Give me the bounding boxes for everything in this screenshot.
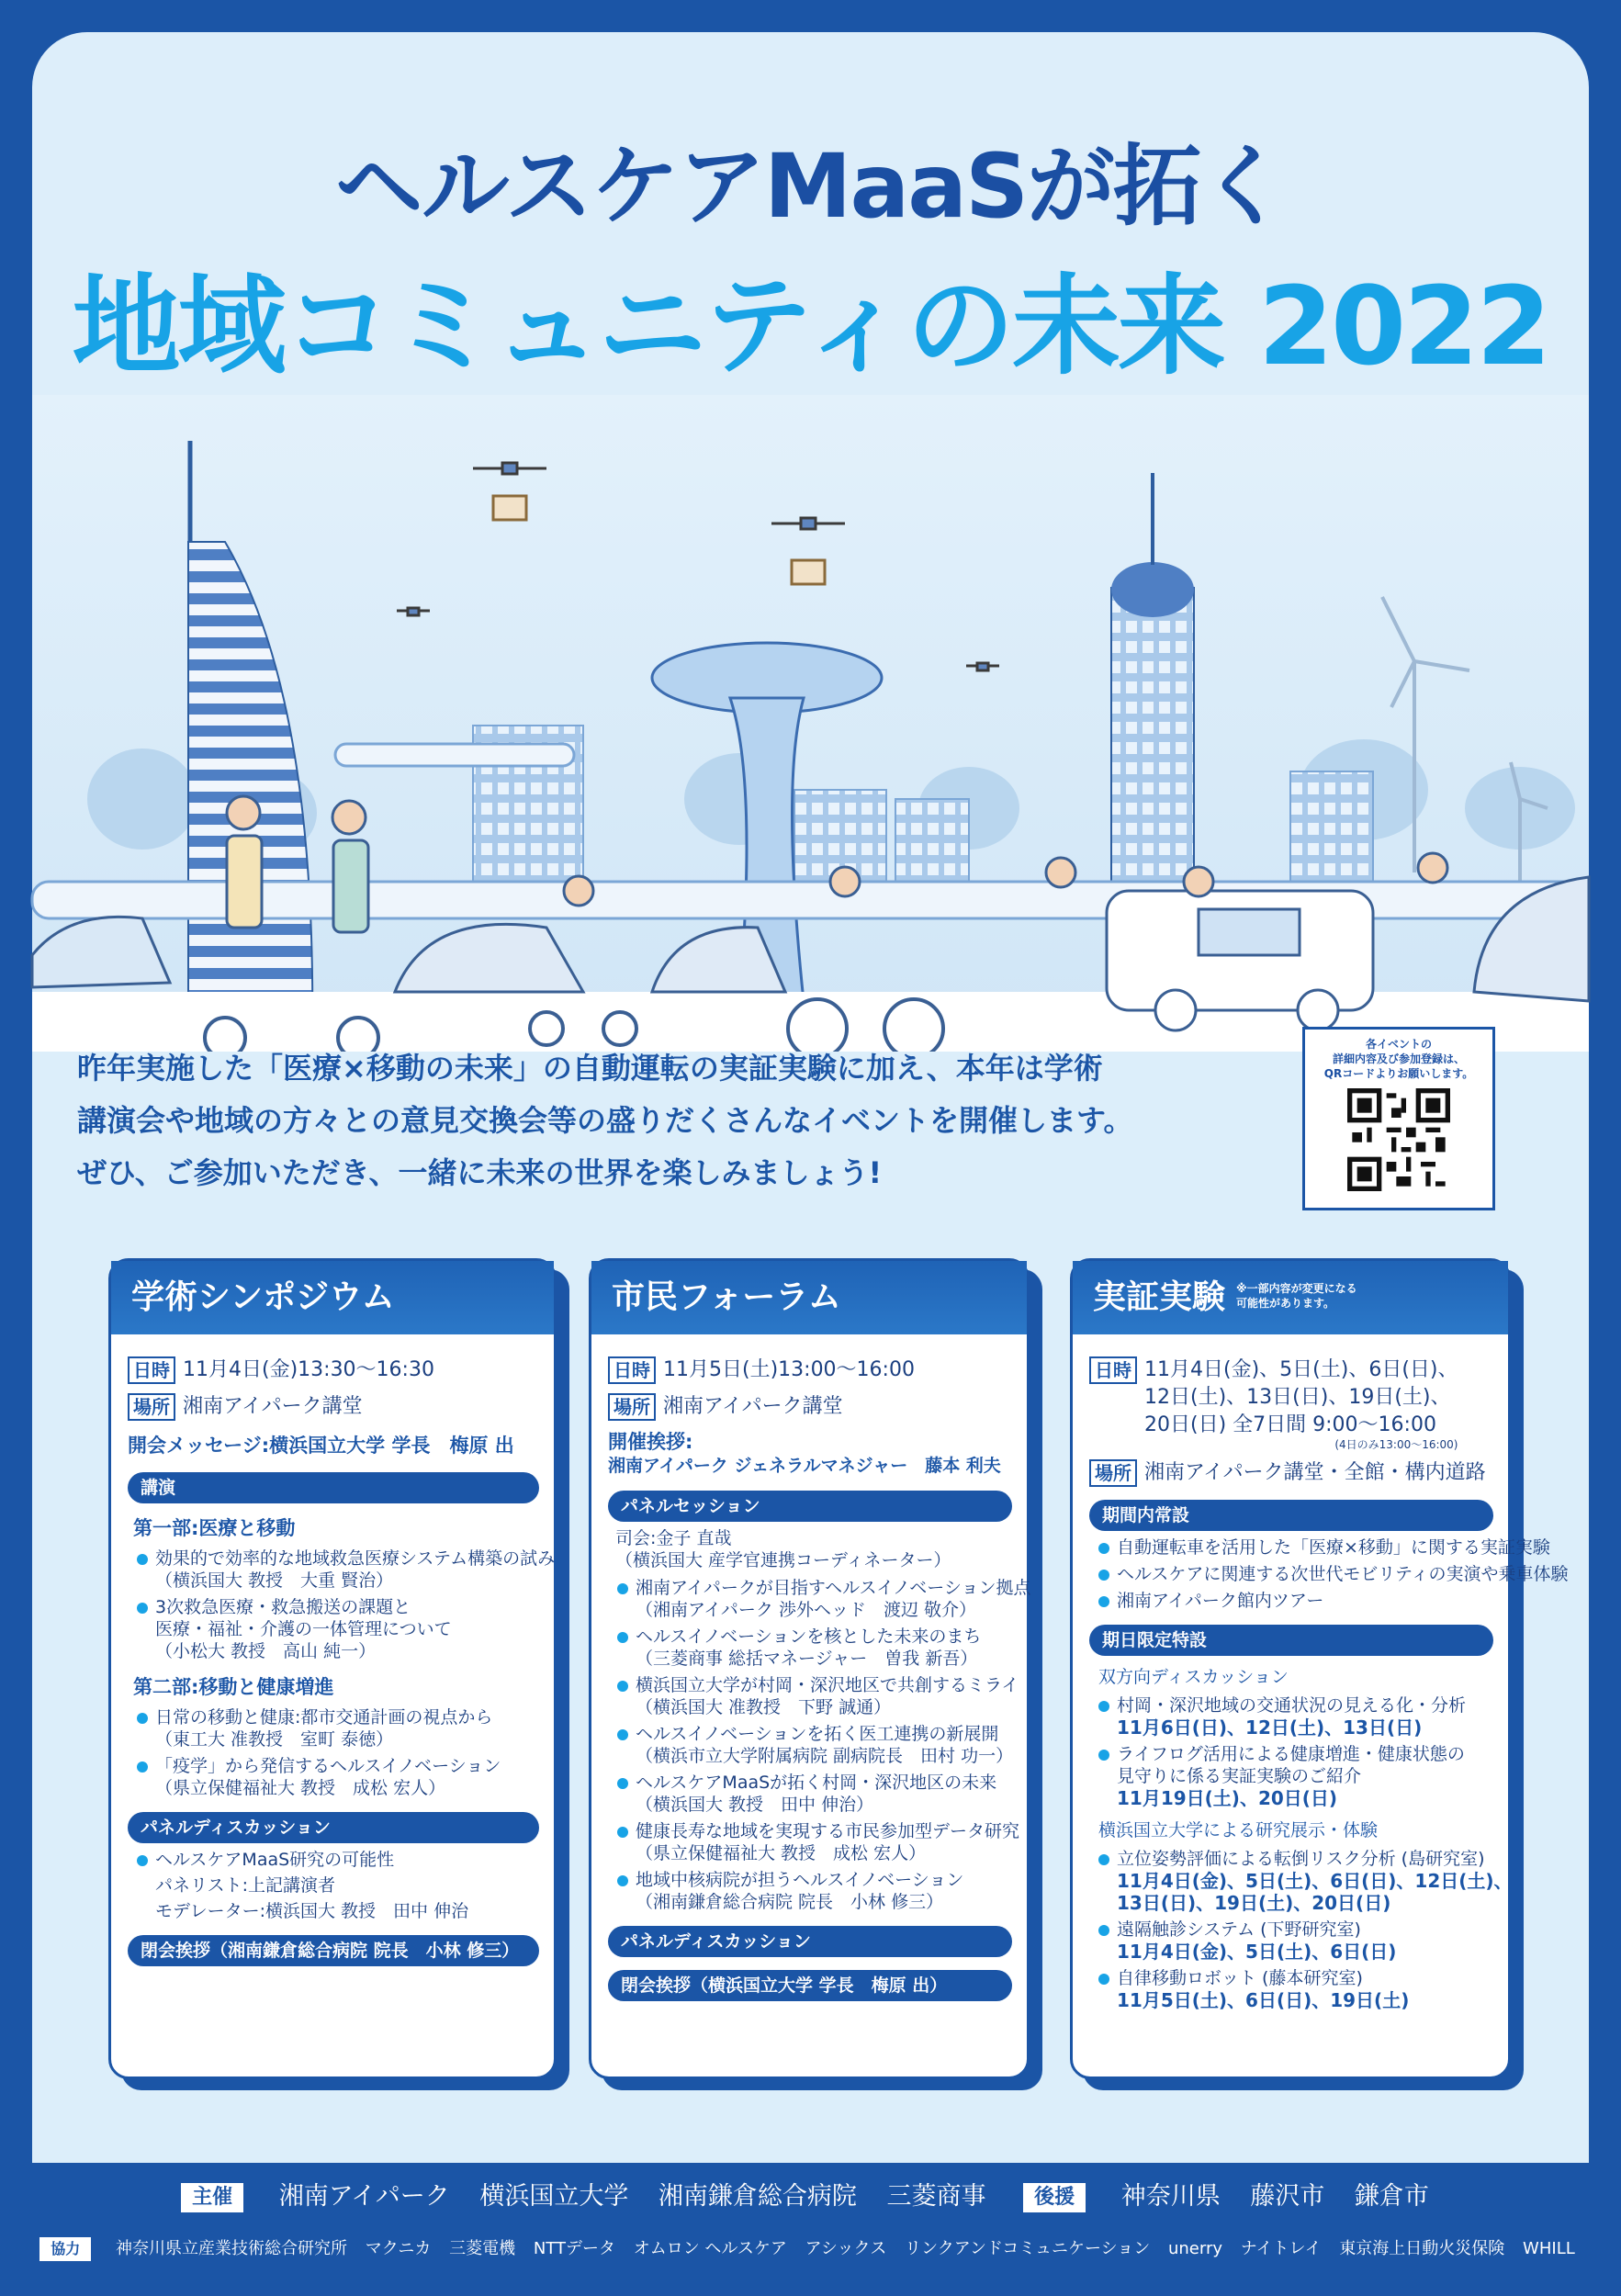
item-line: ヘルスケアMaaSが拓く村岡・深沢地区の未来: [636, 1773, 997, 1793]
panel-body: [111, 1334, 554, 1966]
item-dates: 13日(日)、19日(土)、20日(日): [1117, 1892, 1391, 1914]
item-line: （三菱商事 総括マネージャー 曽我 新吾）: [636, 1649, 978, 1669]
place-tag: 場所: [608, 1393, 656, 1421]
closing-bar: 閉会挨拶（横浜国立大学 学長 梅原 出）: [608, 1970, 1012, 2001]
item-line: 遠隔触診システム (下野研究室): [1117, 1919, 1361, 1940]
session-bar: パネルセッション: [608, 1491, 1012, 1522]
chair-affiliation: （横浜国大 産学官連携コーディネーター）: [615, 1550, 951, 1570]
panel-title: 学術シンポジウム: [111, 1261, 554, 1334]
greeting-label: 開催挨拶:: [608, 1431, 693, 1453]
place-tag: 場所: [1089, 1459, 1137, 1487]
coop-name: マクニカ: [365, 2239, 432, 2258]
footer-hosts: [0, 2178, 1621, 2215]
place-value: 湘南アイパーク講堂: [663, 1395, 843, 1418]
forum-panel: [589, 1258, 1030, 2079]
coop-name: リンクアンドコミュニケーション: [905, 2239, 1151, 2258]
chair: 司会:金子 直哉: [615, 1528, 732, 1548]
item-dates: 11月6日(日)、12日(土)、13日(日): [1117, 1716, 1423, 1739]
coop-name: 東京海上日動火災保険: [1339, 2239, 1505, 2258]
panel-card: [589, 1258, 1030, 2079]
date-tag: 日時: [608, 1356, 656, 1384]
date-tag: 日時: [128, 1356, 175, 1384]
support-name: 鎌倉市: [1354, 2182, 1429, 2211]
item-line: ヘルスイノベーションを拓く医工連携の新展開: [636, 1724, 999, 1744]
list-item: [608, 1674, 1019, 1718]
limited-bar: 期日限定特設: [1089, 1625, 1493, 1656]
place-value: 湘南アイパーク講堂: [183, 1395, 363, 1418]
item-line: （小松大 教授 高山 純一）: [155, 1641, 377, 1661]
qr-caption-line: 詳細内容及び参加登録は、: [1332, 1052, 1465, 1065]
item-line: （東工大 准教授 室町 泰徳）: [155, 1729, 394, 1750]
item-line: 自律移動ロボット (藤本研究室): [1117, 1968, 1363, 1988]
place-row: [1089, 1459, 1493, 1487]
list-item: [128, 1596, 539, 1662]
item-line: 村岡・深沢地域の交通状況の見える化・分析: [1117, 1695, 1467, 1716]
list-item: [608, 1772, 1012, 1816]
item-line: 横浜国立大学が村岡・深沢地区で共創するミライ: [636, 1675, 1019, 1695]
host-name: 三菱商事: [886, 2182, 986, 2211]
list-item: [1089, 1848, 1513, 1914]
list-item: 湘南アイパーク館内ツアー: [1089, 1590, 1493, 1612]
city-illustration: [32, 395, 1589, 1075]
part1-list: [128, 1548, 556, 1662]
item-line: 立位姿勢評価による転倒リスク分析 (島研究室): [1117, 1849, 1485, 1869]
list-item: [128, 1706, 539, 1750]
regular-bar: 期間内常設: [1089, 1500, 1493, 1531]
date-value: 11月5日(土)13:00～16:00: [663, 1358, 915, 1381]
item-line: 3次救急医療・救急搬送の課題と: [155, 1597, 411, 1617]
item-line: 湘南アイパークが目指すヘルスイノベーション拠点: [636, 1578, 1031, 1598]
list-item: [1089, 1919, 1493, 1963]
date-note: (4日のみ13:00～16:00): [1334, 1438, 1458, 1451]
coop-name: WHILL: [1523, 2239, 1575, 2258]
date-row: [128, 1356, 539, 1384]
note-line: 可能性があります。: [1236, 1297, 1335, 1310]
list-item: ヘルスケアに関連する次世代モビリティの実演や乗車体験: [1089, 1563, 1493, 1585]
date-row: [608, 1356, 1012, 1384]
discussion-list: [1089, 1694, 1493, 1809]
moderator: モデレーター:横浜国大 教授 田中 伸治: [155, 1901, 469, 1921]
date-tag: 日時: [1089, 1356, 1137, 1384]
date-line: 12日(土)、13日(日)、19日(土)、: [1144, 1386, 1451, 1409]
panel-title: 実証実験: [1093, 1278, 1226, 1316]
item-line: ヘルスイノベーションを核とした未来のまち: [636, 1626, 982, 1647]
item-line: （横浜国大 教授 大重 賢治）: [155, 1570, 394, 1591]
qr-caption-line: 各イベントの: [1365, 1038, 1432, 1051]
host-name: 横浜国立大学: [479, 2182, 629, 2211]
intro-text: [77, 1042, 1253, 1199]
item-line: 見守りに係る実証実験のご紹介: [1117, 1766, 1362, 1786]
coop-name: unerry: [1167, 2239, 1222, 2258]
list-item: [1089, 1967, 1493, 2011]
panel-card: [1070, 1258, 1569, 2079]
support-name: 神奈川県: [1120, 2182, 1221, 2211]
intro-line: 昨年実施した「医療×移動の未来」の自動運転の実証実験に加え、本年は学術: [77, 1051, 1103, 1086]
coop-name: オムロン ヘルスケア: [633, 2239, 787, 2258]
item-dates: 11月19日(土)、20日(日): [1117, 1787, 1338, 1809]
panel-body: [1073, 1334, 1569, 2011]
part2-heading: 第二部:移動と健康増進: [133, 1676, 334, 1698]
item-line: （横浜国大 教授 田中 伸治）: [636, 1795, 874, 1815]
support-label: 後援: [1023, 2183, 1086, 2212]
greeting: 湘南アイパーク ジェネラルマネジャー 藤本 利夫: [608, 1456, 1001, 1476]
item-line: 「疫学」から発信するヘルスイノベーション: [155, 1756, 501, 1776]
item-line: 日常の移動と健康:都市交通計画の視点から: [155, 1707, 493, 1728]
part1-heading: 第一部:医療と移動: [133, 1517, 296, 1539]
list-item: [608, 1723, 1012, 1767]
qr-box: [1302, 1027, 1495, 1210]
item-dates: 11月5日(土)、6日(日)、19日(土): [1117, 1989, 1410, 2011]
item-line: ライフログ活用による健康増進・健康状態の: [1117, 1744, 1465, 1764]
panel-body: [591, 1334, 1031, 2001]
research-label: 横浜国立大学による研究展示・体験: [1098, 1820, 1379, 1840]
item-line: （県立保健福祉大 教授 成松 宏人）: [155, 1778, 446, 1798]
lecture-bar: 講演: [128, 1472, 539, 1503]
item-line: 健康長寿な地域を実現する市民参加型データ研究: [636, 1821, 1020, 1841]
opening-message: 開会メッセージ:横浜国立大学 学長 梅原 出: [128, 1435, 514, 1457]
date-value: 11月4日(金)13:30～16:30: [183, 1358, 434, 1381]
coop-name: ナイトレイ: [1240, 2239, 1322, 2258]
coop-label: 協力: [39, 2237, 91, 2261]
panel-title: 市民フォーラム: [591, 1261, 1027, 1334]
change-note: [1236, 1281, 1357, 1311]
part2-list: [128, 1706, 539, 1799]
list-item: [608, 1626, 1012, 1670]
date-line: 20日(日) 全7日間 9:00～16:00: [1144, 1413, 1436, 1436]
item-line: 地域中核病院が担うヘルスイノベーション: [636, 1870, 964, 1890]
list-item: [608, 1820, 1020, 1864]
regular-list: [1089, 1536, 1569, 1612]
intro-line: 講演会や地域の方々との意見交換会等の盛りだくさんなイベントを開催します。: [77, 1103, 1133, 1138]
panel-discussion-list: [128, 1849, 539, 1871]
list-item: [608, 1577, 1031, 1621]
date-line: 11月4日(金)、5日(土)、6日(日)、: [1144, 1358, 1458, 1381]
support-name: 藤沢市: [1250, 2182, 1325, 2211]
qr-caption-line: QRコードよりお願いします。: [1323, 1067, 1474, 1080]
research-list: [1089, 1848, 1513, 2011]
coop-name: NTTデータ: [533, 2239, 615, 2258]
discussion-label: 双方向ディスカッション: [1098, 1667, 1289, 1687]
qr-code[interactable]: [1347, 1088, 1450, 1191]
list-item: 自動運転車を活用した「医療×移動」に関する実証実験: [1089, 1536, 1493, 1559]
date-values: [1144, 1356, 1458, 1450]
qr-caption: [1305, 1030, 1492, 1081]
session-list: [608, 1577, 1031, 1913]
item-line: （湘南アイパーク 渉外ヘッド 渡辺 敬介）: [636, 1600, 976, 1620]
host-name: 湘南アイパーク: [278, 2182, 450, 2211]
note-line: ※一部内容が変更になる: [1236, 1282, 1357, 1295]
symposium-panel: [108, 1258, 557, 2079]
list-item: [1089, 1743, 1493, 1809]
footer-cooperators: [0, 2234, 1621, 2265]
closing-bar: 閉会挨拶（湘南鎌倉総合病院 院長 小林 修三）: [128, 1935, 539, 1966]
title-line-2: 地域コミュニティの未来 2022: [72, 263, 1549, 389]
panel-discussion-bar: パネルディスカッション: [608, 1926, 1012, 1957]
item-line: 医療・福祉・介護の一体管理について: [155, 1619, 452, 1639]
item-line: （県立保健福祉大 教授 成松 宏人）: [636, 1843, 927, 1863]
item-line: 効果的で効率的な地域救急医療システム構築の試み: [155, 1548, 556, 1569]
experiment-panel: [1070, 1258, 1569, 2079]
intro-line: ぜひ、ご参加いただき、一緒に未来の世界を楽しみましょう!: [77, 1155, 883, 1190]
host-name: 湘南鎌倉総合病院: [658, 2182, 857, 2211]
place-value: 湘南アイパーク講堂・全館・構内道路: [1144, 1461, 1486, 1484]
place-tag: 場所: [128, 1393, 175, 1421]
title-line-1: ヘルスケアMaaSが拓く: [334, 135, 1287, 238]
item-line: （湘南鎌倉総合病院 院長 小林 修三）: [636, 1892, 944, 1912]
panel-card: [108, 1258, 557, 2079]
date-row: [1089, 1356, 1493, 1450]
host-label: 主催: [181, 2183, 243, 2212]
place-row: [608, 1393, 1012, 1421]
item-line: （横浜国大 准教授 下野 誠通）: [636, 1697, 892, 1717]
panel-discussion-bar: パネルディスカッション: [128, 1812, 539, 1843]
coop-name: 三菱電機: [449, 2239, 516, 2258]
coop-name: アシックス: [805, 2239, 887, 2258]
list-item: [1089, 1694, 1493, 1739]
list-item: [608, 1869, 1012, 1913]
list-item: [128, 1548, 556, 1592]
list-item: [128, 1755, 539, 1799]
item-dates: 11月4日(金)、5日(土)、6日(日): [1117, 1941, 1397, 1963]
panel-title-row: [1073, 1261, 1508, 1334]
list-item: ヘルスケアMaaS研究の可能性: [128, 1849, 539, 1871]
item-dates: 11月4日(金)、5日(土)、6日(日)、12日(土)、: [1117, 1870, 1513, 1892]
panelist: パネリスト:上記講演者: [155, 1875, 336, 1896]
item-line: （横浜市立大学附属病院 副病院長 田村 功一）: [636, 1746, 1014, 1766]
coop-name: 神奈川県立産業技術総合研究所: [115, 2239, 347, 2258]
place-row: [128, 1393, 539, 1421]
